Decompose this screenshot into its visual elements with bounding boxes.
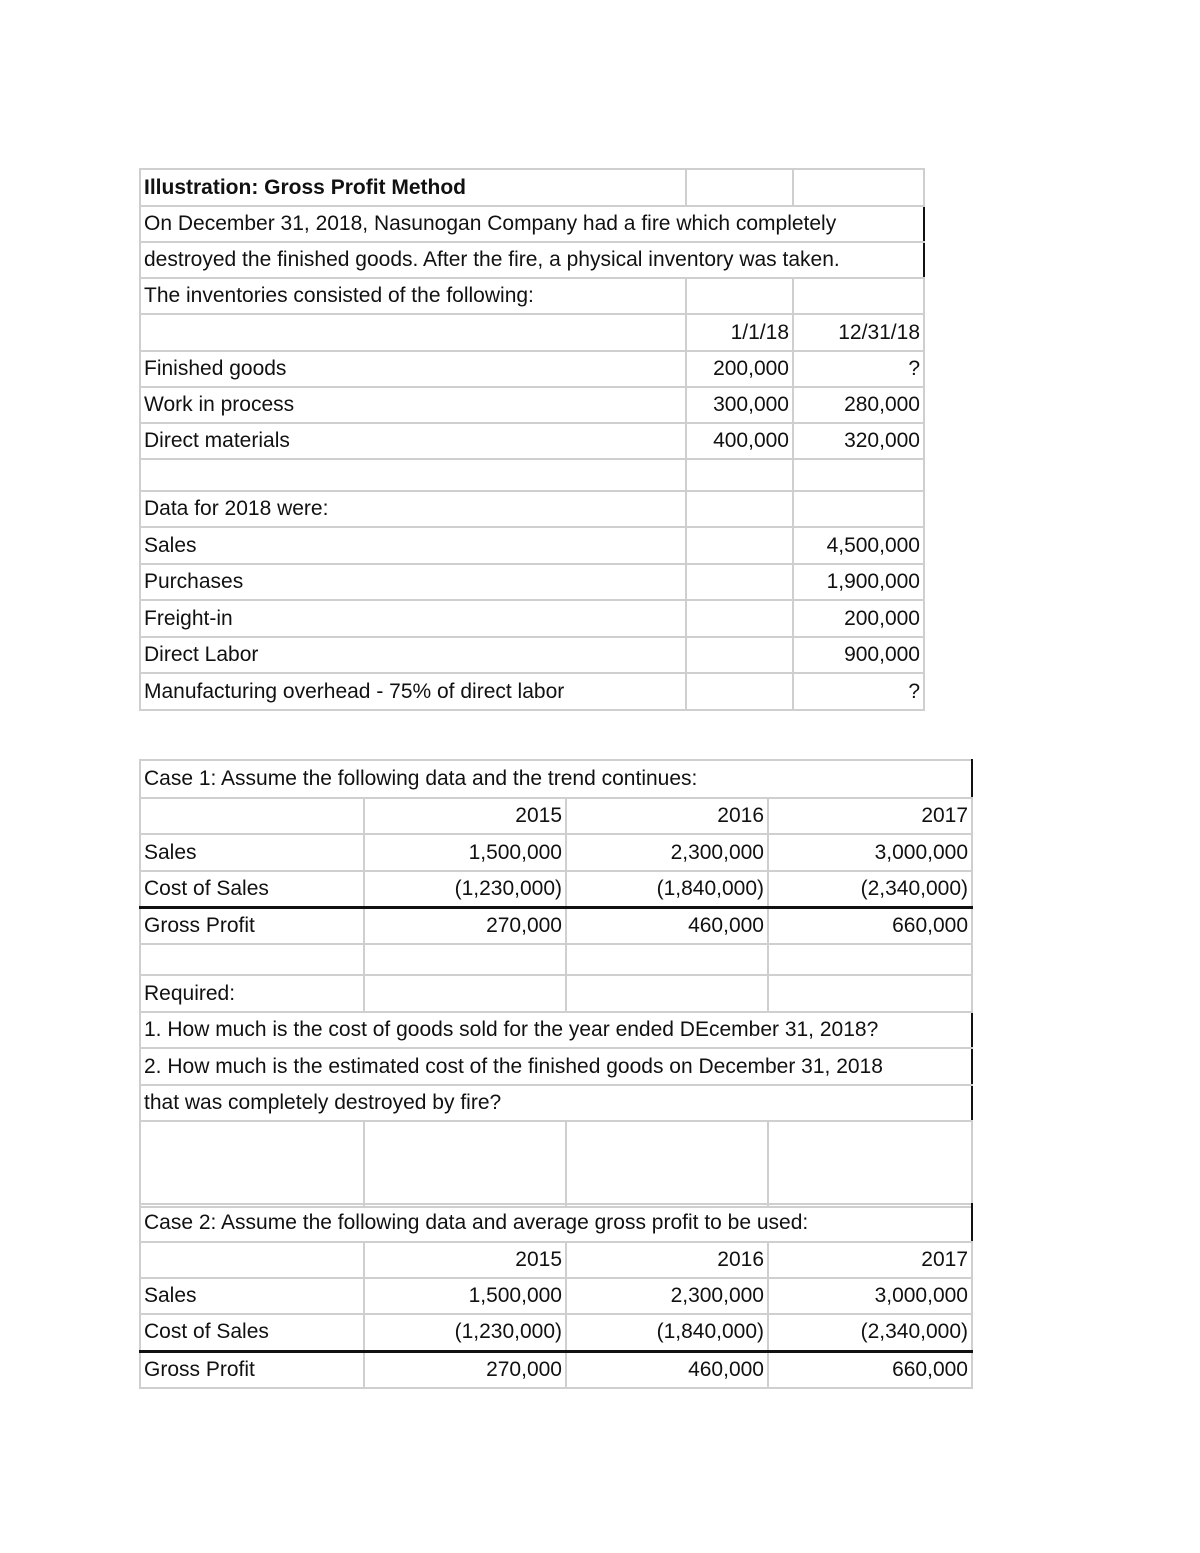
cell-value: 3,000,000 [768,834,972,871]
cell-value: 270,000 [364,907,566,944]
row-label: Sales [140,527,686,564]
table-row [140,387,924,423]
row-label: Finished goods [140,351,686,387]
cell-value: (1,230,000) [364,871,566,907]
illustration-title: Illustration: Gross Profit Method [140,169,686,206]
row-label: Purchases [140,564,686,600]
cell-value: 200,000 [686,351,793,387]
year-header: 2017 [768,1242,972,1278]
case1-heading: Case 1: Assume the following data and the trend continues: [140,760,972,798]
table-row [140,564,924,600]
cell-value: 1,500,000 [364,834,566,871]
cell-value: 2,300,000 [566,834,768,871]
question: 1. How much is the cost of goods sold for the year ended DEcember 31, 2018? [140,1012,972,1048]
cell-value: 4,500,000 [793,527,924,564]
cell-value: (2,340,000) [768,1314,972,1351]
intro-line: On December 31, 2018, Nasunogan Company had a fire which completely [140,206,924,242]
cell-value: (1,230,000) [364,1314,566,1351]
question: 2. How much is the estimated cost of the finished goods on December 31, 2018 [140,1048,972,1085]
year-header: 2015 [364,798,566,834]
table-row [140,423,924,459]
cell-value: ? [793,351,924,387]
row-label: Sales [140,834,364,871]
column-header: 12/31/18 [793,314,924,351]
row-label: Direct materials [140,423,686,459]
cell-value: 270,000 [364,1351,566,1388]
table-row [140,907,972,944]
year-header: 2016 [566,798,768,834]
column-header: 1/1/18 [686,314,793,351]
intro-line: The inventories consisted of the following: [140,278,686,314]
table-row [140,600,924,637]
cell-value: 460,000 [566,1351,768,1388]
table-row [140,871,972,907]
cell-value: 200,000 [793,600,924,637]
row-label: Work in process [140,387,686,423]
cell-value: 660,000 [768,907,972,944]
cell-value: 2,300,000 [566,1278,768,1314]
row-label: Gross Profit [140,1351,364,1388]
case2-heading: Case 2: Assume the following data and average gross profit to be used: [140,1204,972,1242]
intro-line: destroyed the finished goods. After the fire, a physical inventory was taken. [140,242,924,278]
row-label: Cost of Sales [140,871,364,907]
cell-value: 1,500,000 [364,1278,566,1314]
cell-value: 1,900,000 [793,564,924,600]
question: that was completely destroyed by fire? [140,1085,972,1121]
table-row [140,834,972,871]
illustration-table [139,168,925,711]
required-label: Required: [140,975,364,1012]
table-row [140,1278,972,1314]
row-label: Cost of Sales [140,1314,364,1351]
cell-value: 3,000,000 [768,1278,972,1314]
row-label: Manufacturing overhead - 75% of direct labor [140,673,686,710]
cell-value: 460,000 [566,907,768,944]
year-header: 2015 [364,1242,566,1278]
row-label: Sales [140,1278,364,1314]
table-row [140,351,924,387]
table-row [140,1351,972,1388]
cell-value: 280,000 [793,387,924,423]
table-row [140,527,924,564]
cell-value: ? [793,673,924,710]
row-label: Freight-in [140,600,686,637]
cell-value: 660,000 [768,1351,972,1388]
year-header: 2016 [566,1242,768,1278]
cell-value: (2,340,000) [768,871,972,907]
cell-value: 400,000 [686,423,793,459]
cell-value: 320,000 [793,423,924,459]
cell-value: (1,840,000) [566,1314,768,1351]
table-row [140,1314,972,1351]
row-label: Direct Labor [140,637,686,673]
cell-value: (1,840,000) [566,871,768,907]
cell-value: 900,000 [793,637,924,673]
cell-value: 300,000 [686,387,793,423]
year-header: 2017 [768,798,972,834]
table-row [140,637,924,673]
table-row [140,673,924,710]
case2-table [139,1203,973,1389]
row-label: Gross Profit [140,907,364,944]
case1-table [139,759,973,1208]
data-heading: Data for 2018 were: [140,491,686,527]
